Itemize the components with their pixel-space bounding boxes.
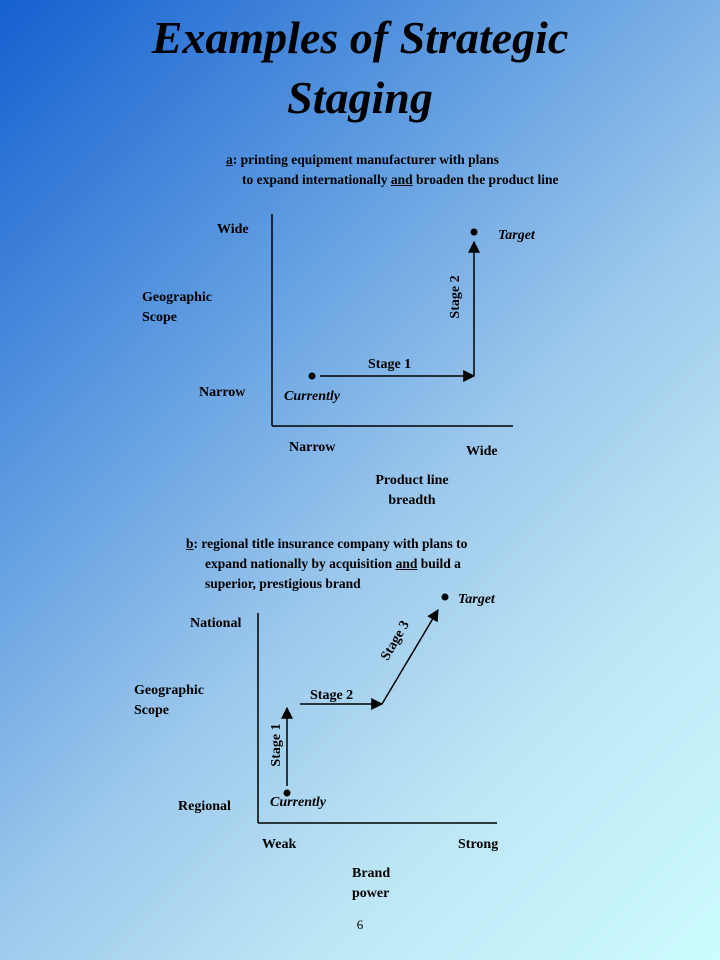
diagram-b-y-high-label: National <box>190 616 242 631</box>
diagram-a-target-point <box>471 229 478 236</box>
diagram-b-x-axis-title-line-2: power <box>352 886 390 901</box>
diagram-a-y-axis-title <box>142 288 212 328</box>
caption-b-line-2-pre: expand nationally by acquisition <box>205 556 396 571</box>
page-number: 6 <box>356 917 364 932</box>
caption-b-line-3: superior, prestigious brand <box>205 576 361 591</box>
caption-a-line-2-pre: to expand internationally <box>242 172 391 187</box>
title-line-2: Staging <box>287 72 433 123</box>
diagram-a-x-high-label: Wide <box>466 444 498 459</box>
diagram-b-stage-2-label: Stage 2 <box>310 688 354 703</box>
caption-a-and: and <box>390 172 413 187</box>
caption-a-marker: a <box>226 152 233 167</box>
diagram-a-x-axis-title-line-1: Product line <box>375 473 449 488</box>
diagram-b-current-label: Currently <box>270 795 327 810</box>
diagram-a-y-axis-title-line-2: Scope <box>142 310 177 325</box>
diagram-a-current-point <box>309 373 316 380</box>
diagram-b-x-low-label: Weak <box>262 837 297 852</box>
diagram-a-stage-1-label: Stage 1 <box>368 357 412 372</box>
diagram-b-target-label: Target <box>458 592 495 607</box>
diagram-b-stage-1-label: Stage 1 <box>269 723 284 767</box>
diagram-b-x-axis-title <box>352 864 390 904</box>
diagram-b-stage-3-label: Stage 3 <box>378 618 413 664</box>
diagram-b-y-axis-title <box>134 681 204 721</box>
caption-a-line-1-text: : printing equipment manufacturer with plans <box>232 152 499 167</box>
caption-a-line-2-post: broaden the product line <box>412 172 559 187</box>
diagram-b-y-low-label: Regional <box>178 799 231 814</box>
diagram-b-target-point <box>442 594 449 601</box>
title-line-1: Examples of Strategic <box>151 12 569 63</box>
diagram-a-current-label: Currently <box>284 389 341 404</box>
caption-b-line-2-post: build a <box>417 556 461 571</box>
diagram-b-x-high-label: Strong <box>458 837 499 852</box>
diagram-b-x-axis-title-line-1: Brand <box>352 866 391 881</box>
diagram-a-y-axis-title-line-1: Geographic <box>142 290 212 305</box>
diagram-a-x-low-label: Narrow <box>289 440 336 455</box>
caption-b-line-1-text: : regional title insurance company with plans to <box>193 536 468 551</box>
caption-b-and: and <box>395 556 418 571</box>
diagram-b-y-axis-title-line-2: Scope <box>134 703 169 718</box>
diagram-a-x-axis-title-line-2: breadth <box>388 493 436 508</box>
caption-b-marker: b <box>186 536 194 551</box>
diagram-a-target-label: Target <box>498 228 535 243</box>
diagram-a-stage-2-label: Stage 2 <box>448 275 463 319</box>
diagram-a-y-high-label: Wide <box>217 222 249 237</box>
diagram-a-y-low-label: Narrow <box>199 385 246 400</box>
diagram-b-y-axis-title-line-1: Geographic <box>134 683 204 698</box>
diagram-a-x-axis-title <box>369 471 455 511</box>
